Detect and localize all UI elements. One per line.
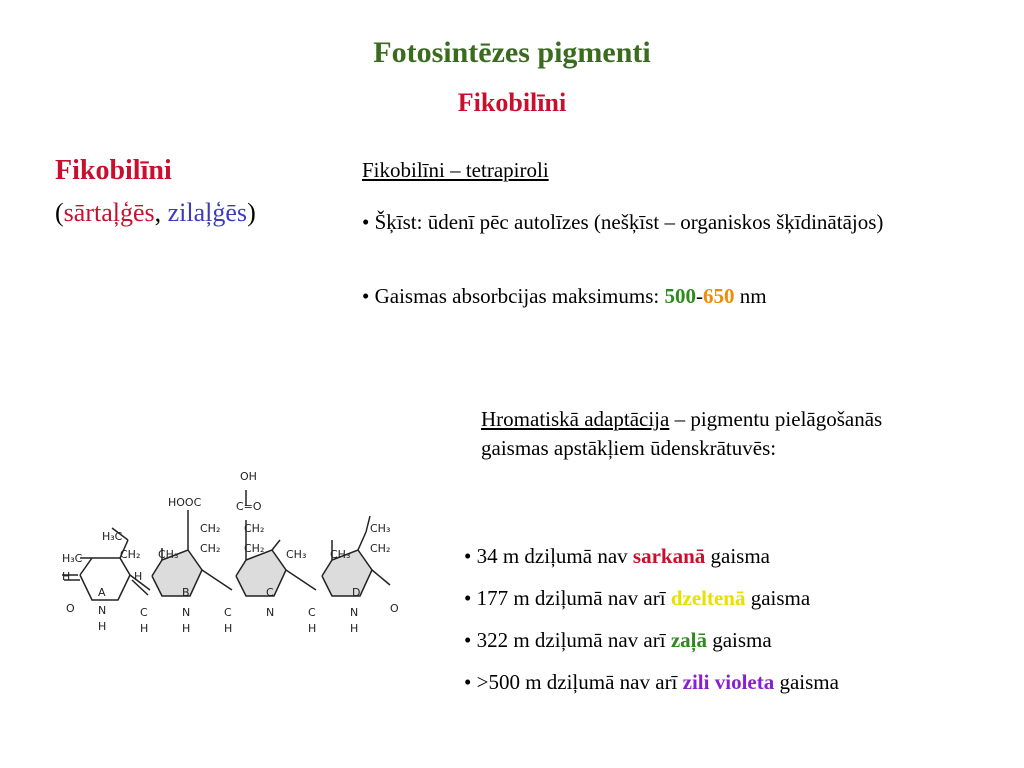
red-algae-label: sārtaļģēs — [63, 198, 155, 227]
ch2-label-b1: CH₂ — [200, 522, 221, 535]
page-title: Fotosintēzes pigmenti — [373, 36, 651, 69]
absorption-max: 650 — [702, 284, 735, 308]
close-paren: ) — [247, 198, 256, 227]
c-label-ab: C — [140, 606, 148, 619]
adaptation-definition: – pigmentu pielāgošanās gaismas apstākļiem ūdenskrātuvēs: — [481, 407, 883, 460]
ch2-label-c1: CH₂ — [244, 522, 265, 535]
absorption-bullet — [362, 282, 767, 310]
adaptation-term: Hromatiskā adaptācija — [481, 407, 670, 431]
hooc-label: HOOC — [168, 496, 202, 509]
c-label-cd: C — [308, 606, 316, 619]
tetrapyrrole-heading: Fikobilīni – tetrapiroli — [362, 158, 549, 182]
ch2-label-c2: CH₂ — [244, 542, 265, 555]
list-item: • 322 m dziļumā nav arī zaļā gaisma — [464, 628, 772, 652]
absorption-prefix: • Gaismas absorbcijas maksimums: — [362, 284, 665, 308]
ch3-label-top: CH₃ — [370, 522, 391, 535]
color-word-violet: zili violeta — [682, 670, 775, 694]
algae-types — [55, 196, 256, 230]
open-paren: ( — [55, 198, 64, 227]
ch3-label-d: CH₃ — [330, 548, 351, 561]
ch2-label-d: CH₂ — [370, 542, 391, 555]
list-item: • >500 m dziļumā nav arī zili violeta gaisma — [464, 670, 839, 694]
ch2-label-a: CH₂ — [120, 548, 141, 561]
absorption-dash: - — [695, 284, 703, 308]
page-subtitle: Fikobilīni — [457, 88, 567, 117]
ring-a-label: A — [98, 586, 106, 599]
ring-d-label: D — [352, 586, 361, 599]
h-label-a2: H — [134, 570, 143, 583]
color-word-yellow: dzeltenā — [670, 586, 746, 610]
h-label-cbc: H — [224, 622, 233, 635]
absorption-unit: nm — [734, 284, 767, 308]
chromatic-adaptation — [481, 405, 911, 463]
ring-b-label: B — [182, 586, 190, 599]
h-label-nd: H — [350, 622, 359, 635]
comma: , — [154, 198, 168, 227]
h-label-a1: H — [62, 570, 71, 583]
h-label-nb: H — [182, 622, 191, 635]
solubility-bullet: • Šķīst: ūdenī pēc autolīzes (nešķīst – organiskos šķīdinātājos) — [362, 210, 884, 234]
h-label-ccd: H — [308, 622, 317, 635]
co-label: C=O — [236, 500, 262, 513]
h-label-cab: H — [140, 622, 149, 635]
left-heading: Fikobilīni — [55, 155, 172, 186]
list-item: • 34 m dziļumā nav sarkanā gaisma — [464, 544, 770, 568]
c-label-bc: C — [224, 606, 232, 619]
n-label-b: N — [182, 606, 191, 619]
phycobilin-structure — [40, 440, 420, 645]
phycobilin-structure-svg — [40, 440, 420, 640]
o-label-a: O — [66, 602, 75, 615]
h3c-label-a1: H₃C — [102, 530, 123, 543]
blue-algae-label: zilaļģēs — [167, 198, 248, 227]
color-word-red: sarkanā — [632, 544, 706, 568]
oh-label: OH — [240, 470, 257, 483]
n-label-a: N — [98, 604, 107, 617]
o-label-d: O — [390, 602, 399, 615]
h3c-label-a2: H₃C — [62, 552, 83, 565]
list-item: • 177 m dziļumā nav arī dzeltenā gaisma — [464, 586, 811, 610]
ch3-label-b: CH₃ — [158, 548, 179, 561]
n-label-c: N — [266, 606, 275, 619]
h-label-na: H — [98, 620, 107, 633]
ch2-label-b2: CH₂ — [200, 542, 221, 555]
ring-c-fill — [236, 550, 286, 596]
ring-c-label: C — [266, 586, 274, 599]
ch3-label-c: CH₃ — [286, 548, 307, 561]
color-word-green: zaļā — [670, 628, 707, 652]
n-label-d: N — [350, 606, 359, 619]
absorption-min: 500 — [664, 284, 696, 308]
depth-list — [464, 535, 839, 703]
